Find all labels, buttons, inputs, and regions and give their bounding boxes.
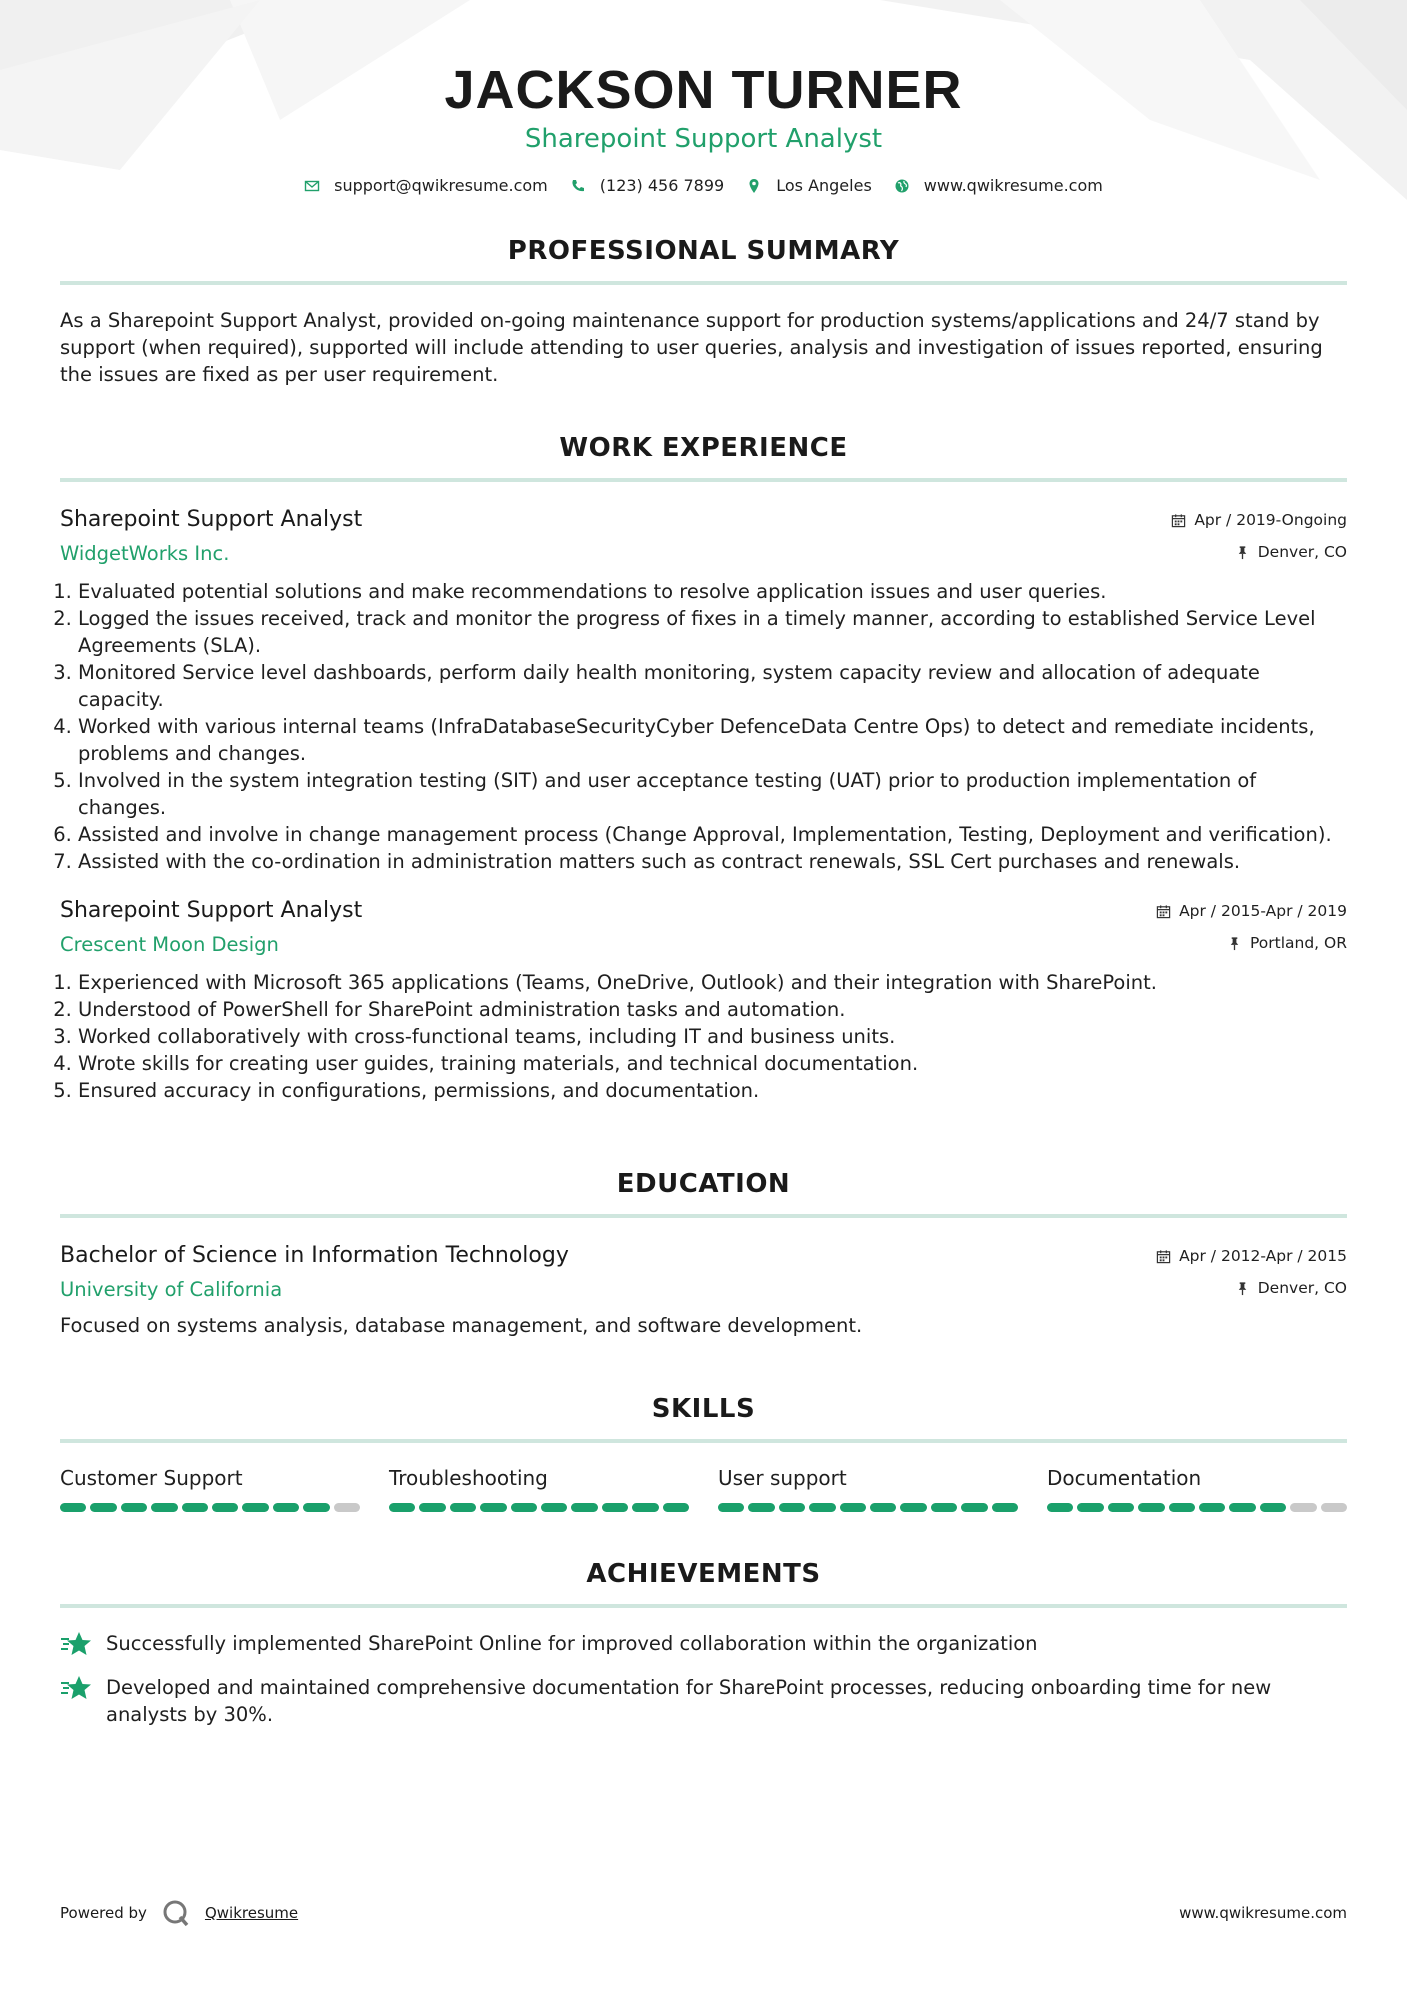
list-item: 5. Involved in the system integration testing (SIT) and user acceptance testing (UAT) prior to production implementation of changes.: [78, 767, 1347, 821]
skill-level-segment: [571, 1503, 597, 1512]
job-bullets: [60, 578, 1347, 875]
achievement-text: Developed and maintained comprehensive documentation for SharePoint processes, reducing onboarding time for new analysts by 30%.: [106, 1676, 1272, 1726]
brand-link[interactable]: Qwikresume: [204, 1904, 299, 1922]
pin-icon: [1227, 936, 1242, 951]
section-divider: [60, 478, 1347, 482]
list-item: 3. Monitored Service level dashboards, perform daily health monitoring, system capacity review and allocation of adequate capacity.: [78, 659, 1347, 713]
skill-level-bar: [718, 1503, 1018, 1512]
skill-level-bar: [60, 1503, 360, 1512]
skill-level-bar: [1047, 1503, 1347, 1512]
achievement-item: [60, 1630, 1347, 1658]
list-item: 4. Wrote skills for creating user guides, training materials, and technical documentation.: [78, 1050, 1347, 1077]
skills-heading: SKILLS: [651, 1394, 756, 1424]
calendar-icon: [1171, 513, 1186, 528]
company-name: Crescent Moon Design: [60, 933, 279, 956]
star-badge-icon: [60, 1674, 92, 1702]
achievement-text: Successfully implemented SharePoint Online for improved collaboration within the organization: [106, 1632, 1038, 1655]
skill-level-segment: [90, 1503, 116, 1512]
skill-level-segment: [1321, 1503, 1347, 1512]
globe-icon: [894, 178, 910, 194]
list-item: 7. Assisted with the co-ordination in administration matters such as contract renewals, SSL Cert purchases and renewals.: [78, 848, 1347, 875]
achievements-section: [60, 1558, 1347, 1728]
skill-level-segment: [60, 1503, 86, 1512]
education-heading: EDUCATION: [616, 1169, 791, 1199]
list-item: 6. Assisted and involve in change management process (Change Approval, Implementation, Testing, Deployment and verification).: [78, 821, 1347, 848]
pin-icon: [1235, 545, 1250, 560]
skill-level-segment: [1077, 1503, 1103, 1512]
school-name: University of California: [60, 1278, 283, 1301]
achievements-heading: ACHIEVEMENTS: [586, 1559, 821, 1589]
section-divider: [60, 1214, 1347, 1218]
skills-section: [60, 1393, 1347, 1512]
skill-level-segment: [840, 1503, 866, 1512]
qwikresume-logo-icon: [161, 1898, 191, 1928]
skill-level-segment: [303, 1503, 329, 1512]
skill-level-segment: [419, 1503, 445, 1512]
candidate-title: Sharepoint Support Analyst: [524, 124, 883, 154]
education-location: Denver, CO: [1257, 1279, 1347, 1297]
skill-name: User support: [718, 1466, 847, 1490]
section-divider: [60, 1439, 1347, 1443]
experience-heading: WORK EXPERIENCE: [559, 433, 848, 463]
calendar-icon: [1156, 904, 1171, 919]
job-entry: [60, 506, 1347, 875]
skill-level-segment: [1290, 1503, 1316, 1512]
skill-level-segment: [1138, 1503, 1164, 1512]
skill-level-segment: [961, 1503, 987, 1512]
skill-name: Documentation: [1047, 1466, 1202, 1490]
skill-level-segment: [182, 1503, 208, 1512]
contact-phone[interactable]: [570, 176, 724, 195]
skill-level-segment: [870, 1503, 896, 1512]
skill-level-segment: [212, 1503, 238, 1512]
powered-by-label: Powered by: [60, 1904, 147, 1922]
education-section: [60, 1168, 1347, 1339]
skill-item: [60, 1465, 360, 1512]
skill-level-segment: [1229, 1503, 1255, 1512]
skill-item: [718, 1465, 1018, 1512]
achievement-item: [60, 1674, 1347, 1728]
list-item: 5. Ensured accuracy in configurations, permissions, and documentation.: [78, 1077, 1347, 1104]
job-bullets: [60, 969, 1347, 1104]
summary-heading: PROFESSIONAL SUMMARY: [507, 236, 900, 266]
skill-level-segment: [334, 1503, 360, 1512]
company-name: WidgetWorks Inc.: [60, 542, 230, 565]
skill-level-segment: [1047, 1503, 1073, 1512]
list-item: 1. Experienced with Microsoft 365 applications (Teams, OneDrive, Outlook) and their integration with SharePoint.: [78, 969, 1347, 996]
contact-location: [746, 176, 872, 195]
contact-bar: [60, 176, 1347, 195]
job-location: Denver, CO: [1257, 543, 1347, 561]
skill-level-segment: [480, 1503, 506, 1512]
skill-level-segment: [121, 1503, 147, 1512]
section-divider: [60, 1604, 1347, 1608]
pin-icon: [1235, 1281, 1250, 1296]
skill-level-segment: [242, 1503, 268, 1512]
education-description: Focused on systems analysis, database management, and software development.: [60, 1314, 863, 1337]
contact-website[interactable]: [894, 176, 1103, 195]
location-text: Los Angeles: [776, 176, 872, 195]
envelope-icon: [304, 178, 320, 194]
summary-text: As a Sharepoint Support Analyst, provided on-going maintenance support for production systems/applications and 24/7 stand by support (when required), supported will include attending to user queries, analysis and investigation of issues reported, ensuring the issues are fixed as per user requirement.: [60, 309, 1323, 386]
contact-email[interactable]: [304, 176, 548, 195]
job-location: Portland, OR: [1249, 934, 1347, 952]
summary-section: [60, 235, 1347, 388]
skill-level-segment: [1108, 1503, 1134, 1512]
skill-item: [1047, 1465, 1347, 1512]
skill-level-segment: [389, 1503, 415, 1512]
skill-level-segment: [748, 1503, 774, 1512]
skill-level-segment: [151, 1503, 177, 1512]
skill-level-segment: [992, 1503, 1018, 1512]
skill-level-segment: [632, 1503, 658, 1512]
calendar-icon: [1156, 1249, 1171, 1264]
list-item: 4. Worked with various internal teams (InfraDatabaseSecurityCyber DefenceData Centre Ops) to detect and remediate incidents, problems and changes.: [78, 713, 1347, 767]
list-item: 2. Logged the issues received, track and monitor the progress of fixes in a timely manner, according to established Service Level Agreements (SLA).: [78, 605, 1347, 659]
skill-level-segment: [511, 1503, 537, 1512]
section-divider: [60, 281, 1347, 285]
skill-level-segment: [779, 1503, 805, 1512]
skill-name: Customer Support: [60, 1466, 243, 1490]
list-item: 3. Worked collaboratively with cross-functional teams, including IT and business units.: [78, 1023, 1347, 1050]
skills-list: [60, 1465, 1347, 1512]
skill-level-segment: [931, 1503, 957, 1512]
skill-level-segment: [273, 1503, 299, 1512]
website-text: www.qwikresume.com: [923, 176, 1103, 195]
skill-level-segment: [718, 1503, 744, 1512]
skill-level-segment: [663, 1503, 689, 1512]
skill-level-segment: [541, 1503, 567, 1512]
job-entry: [60, 897, 1347, 1104]
page-footer: [60, 1898, 1347, 1928]
email-text: support@qwikresume.com: [334, 176, 548, 195]
skill-level-segment: [900, 1503, 926, 1512]
skill-level-bar: [389, 1503, 689, 1512]
footer-website[interactable]: www.qwikresume.com: [1179, 1904, 1347, 1922]
candidate-name: JACKSON TURNER: [444, 60, 963, 120]
phone-icon: [570, 178, 586, 194]
skill-name: Troubleshooting: [389, 1466, 548, 1490]
job-title: Sharepoint Support Analyst: [60, 898, 363, 923]
experience-section: [60, 432, 1347, 1104]
job-title: Sharepoint Support Analyst: [60, 507, 363, 532]
skill-level-segment: [809, 1503, 835, 1512]
skill-level-segment: [450, 1503, 476, 1512]
education-dates: Apr / 2012-Apr / 2015: [1179, 1247, 1347, 1265]
skill-level-segment: [1260, 1503, 1286, 1512]
map-pin-icon: [746, 178, 762, 194]
list-item: 1. Evaluated potential solutions and make recommendations to resolve application issues and user queries.: [78, 578, 1347, 605]
star-badge-icon: [60, 1630, 92, 1658]
list-item: 2. Understood of PowerShell for SharePoint administration tasks and automation.: [78, 996, 1347, 1023]
phone-text: (123) 456 7899: [599, 176, 725, 195]
degree-title: Bachelor of Science in Information Technology: [60, 1243, 569, 1268]
skill-item: [389, 1465, 689, 1512]
skill-level-segment: [1199, 1503, 1225, 1512]
job-dates: Apr / 2019-Ongoing: [1194, 511, 1347, 529]
skill-level-segment: [602, 1503, 628, 1512]
job-dates: Apr / 2015-Apr / 2019: [1179, 902, 1347, 920]
skill-level-segment: [1169, 1503, 1195, 1512]
